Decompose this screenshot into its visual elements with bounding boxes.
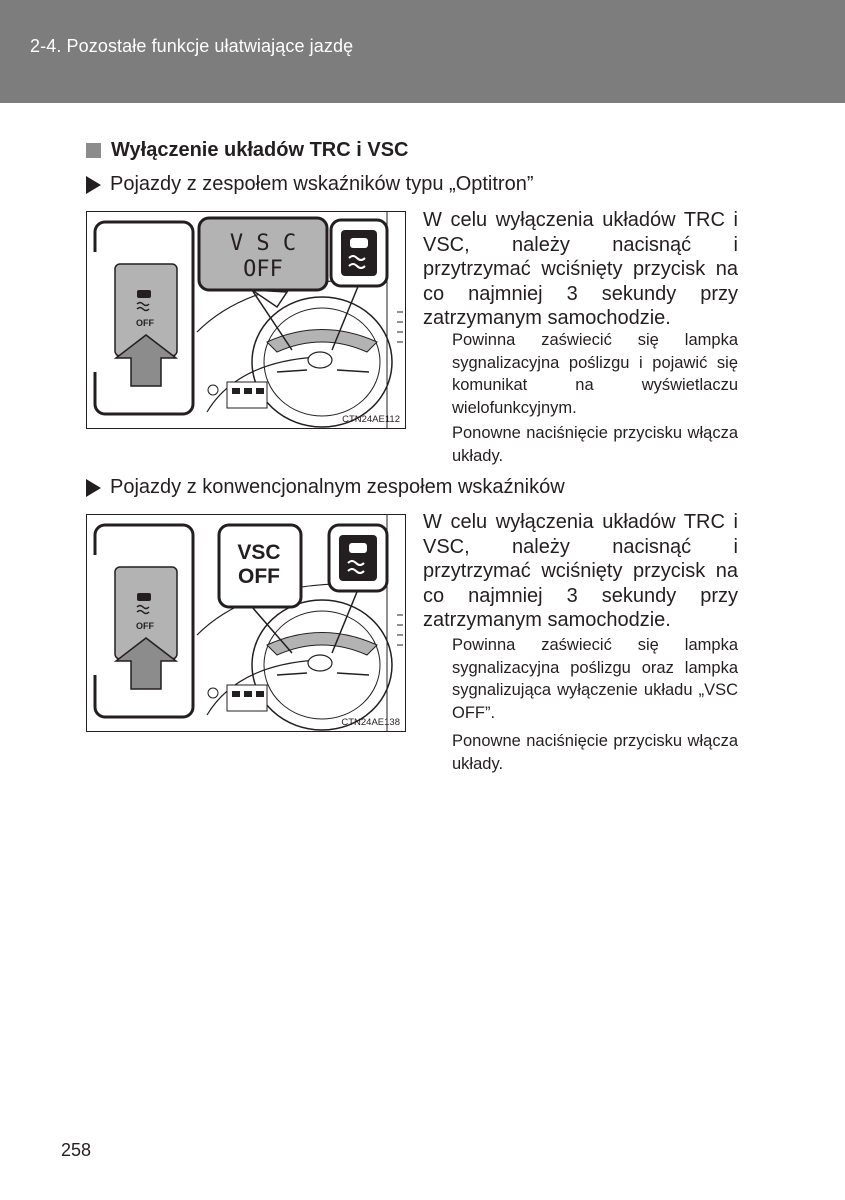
section-heading: [86, 139, 408, 162]
slip-indicator-icon: [341, 230, 377, 276]
note-text: Ponowne naciśnięcie przycisku włącza układy.: [452, 732, 738, 773]
section-title: Wyłączenie układów TRC i VSC: [111, 139, 409, 161]
figure-conventional: [86, 514, 406, 732]
note-text: Powinna zaświecić się lampka sygnalizacyjna poślizgu oraz lampka sygnalizująca wyłączenie układu „VSC OFF”.: [452, 636, 738, 722]
display-line1: V S C: [229, 231, 297, 256]
subheading-text: Pojazdy z zespołem wskaźników typu „Optitron”: [110, 173, 534, 195]
instruction-text: W celu wyłączenia układów TRC i VSC, należy nacisnąć i przytrzymać wciśnięty przycisk na co najmniej 3 sekundy przy zatrzymanym samochodzie.: [423, 209, 738, 329]
note-text: Ponowne naciśnięcie przycisku włącza układy.: [452, 424, 738, 465]
subheading-text: Pojazdy z konwencjonalnym zespołem wskaźników: [110, 476, 565, 498]
subheading-optitron: [86, 173, 534, 196]
header-title: 2-4. Pozostałe funkcje ułatwiające jazdę: [30, 36, 354, 56]
figure-code: CTN24AE138: [341, 717, 400, 728]
figure-optitron: [86, 211, 406, 429]
subheading-conventional: [86, 476, 565, 499]
display-line1: VSC: [237, 541, 281, 564]
dashboard-illustration: [87, 515, 406, 732]
instruction-text: W celu wyłączenia układów TRC i VSC, należy nacisnąć i przytrzymać wciśnięty przycisk na co najmniej 3 sekundy przy zatrzymanym samochodzie.: [423, 511, 738, 631]
page-number: 258: [61, 1140, 92, 1160]
button-off-label: OFF: [136, 318, 154, 328]
display-line2: OFF: [238, 565, 280, 588]
note-text: Powinna zaświecić się lampka sygnalizacyjna poślizgu i pojawić się komunikat na wyświetlaczu wielofunkcyjnym.: [452, 331, 738, 417]
page-header: [0, 0, 845, 103]
dashboard-illustration: [87, 212, 406, 429]
slip-indicator-icon: [339, 535, 377, 581]
figure-code: CTN24AE112: [342, 414, 400, 425]
triangle-bullet-icon: [86, 479, 101, 497]
display-line2: OFF: [243, 257, 283, 282]
square-bullet-icon: [86, 143, 101, 158]
triangle-bullet-icon: [86, 176, 101, 194]
button-off-label: OFF: [136, 621, 154, 631]
